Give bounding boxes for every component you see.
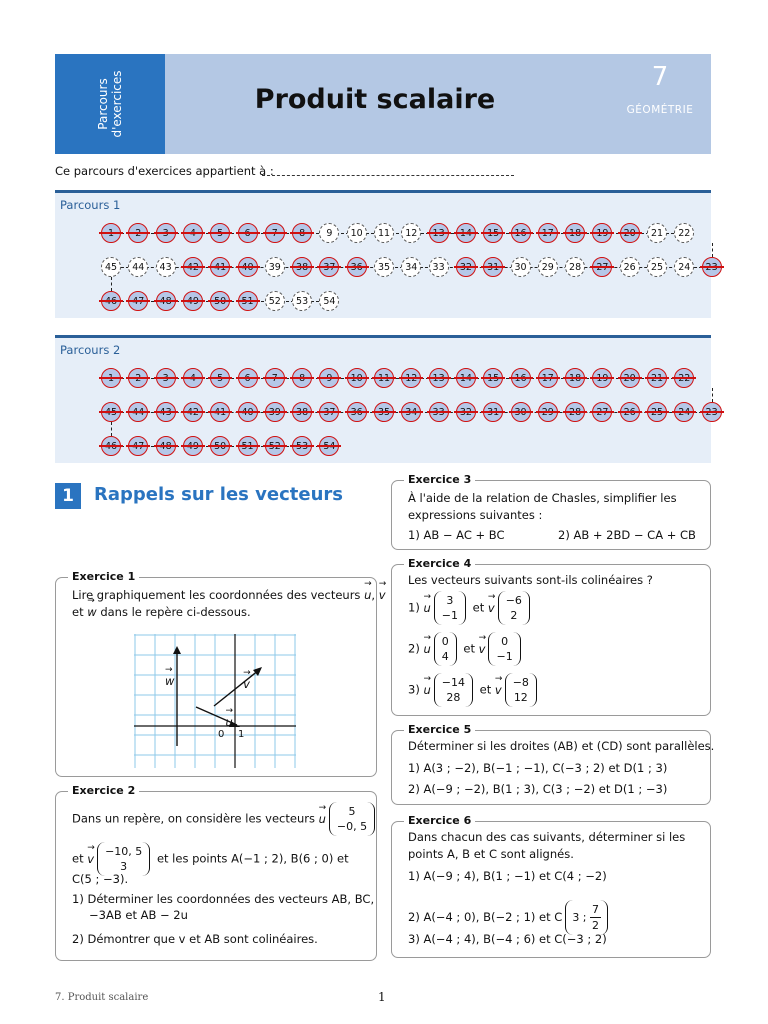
parcours-2-step-1-strike: [99, 377, 123, 379]
owner-line[interactable]: [262, 175, 514, 176]
parcours-1-step-45[interactable]: 45: [101, 257, 121, 277]
et: et: [463, 641, 476, 656]
parcours-2-step-21-strike: [645, 377, 669, 379]
exercise-6-q2: [408, 900, 611, 935]
parcours-2-step-34-strike: [399, 411, 423, 413]
parcours-2-step-5-strike: [208, 377, 232, 379]
parcours-2-step-2-strike: [126, 377, 150, 379]
exercise-2-title: Exercice 2: [68, 784, 139, 797]
parcours-2-step-40-strike: [236, 411, 260, 413]
exercise-1-text-a: Lire graphiquement les coordonnées des vecteurs: [72, 588, 361, 602]
parcours-1-step-22[interactable]: 22: [674, 223, 694, 243]
parcours-2-step-18-strike: [563, 377, 587, 379]
parcours-1-step-46-strike: [99, 300, 123, 302]
parcours-1-step-9[interactable]: 9: [319, 223, 339, 243]
parcours-1-step-20-strike: [618, 232, 642, 234]
parcours-1-step-16-strike: [509, 232, 533, 234]
parcours-1-step-2-strike: [126, 232, 150, 234]
grid-label-zero: 0: [218, 729, 225, 740]
parcours-2-step-37-strike: [317, 411, 341, 413]
parcours-1-step-24[interactable]: 24: [674, 257, 694, 277]
parcours-1-step-35[interactable]: 35: [374, 257, 394, 277]
parcours-2-step-13-strike: [427, 377, 451, 379]
vec-u: → u: [423, 642, 430, 656]
parcours-2-connector-right: [712, 388, 713, 402]
item-1-num: 1): [408, 600, 420, 615]
exercise-1-title: Exercice 1: [68, 570, 139, 583]
parcours-1-step-11[interactable]: 11: [374, 223, 394, 243]
parcours-2-step-49-strike: [181, 445, 205, 447]
item-2-u-y: 4: [441, 650, 449, 663]
parcours-2-step-47-strike: [126, 445, 150, 447]
parcours-1-title: Parcours 1: [60, 198, 121, 212]
parcours-1-step-12[interactable]: 12: [401, 223, 421, 243]
exercise-5-q2: 2) A(−9 ; −2), B(1 ; 3), C(3 ; −2) et D(1 ; −3): [408, 782, 668, 796]
parcours-1-step-27-strike: [590, 266, 614, 268]
parcours-2-step-7-strike: [263, 377, 287, 379]
owner-label: Ce parcours d'exercices appartient à :: [55, 164, 274, 178]
exercise-6-q2-text: 2) A(−4 ; 0), B(−2 ; 1) et C: [408, 910, 563, 924]
parcours-1-step-51-strike: [236, 300, 260, 302]
exercise-6-title: Exercice 6: [404, 814, 475, 827]
exercise-5-q1: 1) A(3 ; −2), B(−1 ; −1), C(−3 ; 2) et D(1 ; 3): [408, 761, 668, 775]
parcours-1-step-29[interactable]: 29: [538, 257, 558, 277]
item-3-num: 3): [408, 682, 420, 697]
parcours-1-step-13-strike: [427, 232, 451, 234]
item-3-v-x: −8: [512, 676, 529, 689]
parcours-2-step-44-strike: [126, 411, 150, 413]
vector-grid: [134, 634, 296, 768]
parcours-2-step-32-strike: [454, 411, 478, 413]
exercise-3-q1: 1) AB − AC + BC: [408, 528, 505, 542]
exercise-5-title: Exercice 5: [404, 723, 475, 736]
exercise-2-points: et les points A(−1 ; 2), B(6 ; 0) et: [156, 851, 349, 866]
c-y-den: 2: [592, 919, 600, 932]
grid-label-u: → u: [226, 715, 233, 729]
c-x: 3 ;: [572, 911, 587, 924]
item-3-v: [505, 673, 537, 707]
parcours-1-step-1-strike: [99, 232, 123, 234]
vec-v-coords: [97, 842, 150, 876]
exercise-4: [391, 557, 711, 716]
parcours-2-step-41-strike: [208, 411, 232, 413]
vec-v: → v: [479, 642, 486, 656]
exercise-3-q2: 2) AB + 2BD − CA + CB: [558, 528, 696, 542]
item-3-v-y: 12: [513, 691, 528, 704]
chapter-number: 7: [651, 62, 669, 92]
parcours-1-step-41-strike: [208, 266, 232, 268]
parcours-1-step-39[interactable]: 39: [265, 257, 285, 277]
parcours-2-step-20-strike: [618, 377, 642, 379]
item-2-v: [488, 632, 520, 666]
parcours-2-step-19-strike: [590, 377, 614, 379]
header-tag-text: Parcours d'exercices: [96, 70, 124, 138]
c-y-num: 7: [592, 903, 600, 916]
parcours-2-step-10-strike: [345, 377, 369, 379]
parcours-1-step-30[interactable]: 30: [511, 257, 531, 277]
parcours-1-step-47-strike: [126, 300, 150, 302]
vec-v: → v: [488, 601, 495, 615]
grid-lines: [134, 634, 296, 768]
parcours-2-step-24-strike: [672, 411, 696, 413]
grid-label-one: 1: [238, 729, 245, 740]
exercise-2-q1: 1) Déterminer les coordonnées des vecteurs AB, BC,: [72, 892, 375, 906]
parcours-2-step-4-strike: [181, 377, 205, 379]
exercise-1: [55, 570, 386, 777]
exercise-4-item-1: [408, 591, 533, 625]
exercise-6-text: Dans chacun des cas suivants, déterminer si les points A, B et C sont alignés.: [408, 830, 686, 861]
parcours-2-step-29-strike: [536, 411, 560, 413]
parcours-2-step-30-strike: [509, 411, 533, 413]
vec-u: → u: [423, 683, 430, 697]
exercise-2-intro: [72, 802, 378, 836]
exercise-3-text: À l'aide de la relation de Chasles, simplifier les expressions suivantes :: [408, 491, 677, 522]
vec-u-coords: [329, 802, 375, 836]
parcours-1-step-50-strike: [208, 300, 232, 302]
item-2-u-x: 0: [441, 635, 449, 648]
vec-v-label: → v: [379, 588, 386, 602]
parcours-1-step-14-strike: [454, 232, 478, 234]
item-3-u: [434, 673, 473, 707]
parcours-2-step-53-strike: [290, 445, 314, 447]
parcours-2-step-38-strike: [290, 411, 314, 413]
parcours-2-step-26-strike: [618, 411, 642, 413]
parcours-1-step-4-strike: [181, 232, 205, 234]
parcours-2-step-46-strike: [99, 445, 123, 447]
exercise-2-q1b: −3AB et AB − 2u: [89, 908, 188, 922]
parcours-2-step-22-strike: [672, 377, 696, 379]
vec-w-label: → w: [87, 605, 96, 619]
exercise-4-text: Les vecteurs suivants sont-ils colinéaires ?: [408, 573, 653, 587]
exercise-3-title: Exercice 3: [404, 473, 475, 486]
parcours-1-step-10[interactable]: 10: [347, 223, 367, 243]
v-x: −10, 5: [105, 845, 143, 858]
section-title: Rappels sur les vecteurs: [94, 484, 343, 505]
header-tag: [62, 60, 158, 148]
vec-u: → u: [423, 601, 430, 615]
grid-label-v: → v: [243, 677, 250, 691]
footer-chapter: 7. Produit scalaire: [55, 992, 149, 1003]
vector-w-head: [173, 646, 181, 654]
parcours-1-step-25[interactable]: 25: [647, 257, 667, 277]
parcours-1-step-40-strike: [236, 266, 260, 268]
parcours-1-step-44[interactable]: 44: [128, 257, 148, 277]
chapter-domain: GÉOMÉTRIE: [626, 104, 694, 116]
vec-v: → v: [87, 852, 94, 866]
parcours-1-step-34[interactable]: 34: [401, 257, 421, 277]
parcours-2-title: Parcours 2: [60, 343, 121, 357]
item-2-num: 2): [408, 641, 420, 656]
parcours-2-step-43-strike: [154, 411, 178, 413]
exercise-2-line2: et → v −10, 5 3 et les points A(−1 ; 2), B(6 ; 0) et: [72, 842, 349, 876]
parcours-2: [55, 335, 711, 463]
parcours-1-step-49-strike: [181, 300, 205, 302]
parcours-2-step-35-strike: [372, 411, 396, 413]
exercise-6-q1: 1) A(−9 ; 4), B(1 ; −1) et C(4 ; −2): [408, 869, 607, 883]
parcours-2-step-33-strike: [427, 411, 451, 413]
page-number: 1: [378, 990, 386, 1004]
exercise-3: [391, 473, 711, 550]
item-1-v-y: 2: [510, 609, 518, 622]
parcours-1-step-54[interactable]: 54: [319, 291, 339, 311]
parcours-1-step-7-strike: [263, 232, 287, 234]
parcours-1-step-53[interactable]: 53: [292, 291, 312, 311]
parcours-2-step-9-strike: [317, 377, 341, 379]
c-y-fraction: [590, 902, 601, 933]
parcours-1: [55, 190, 711, 318]
item-1-u: [434, 591, 466, 625]
item-3-u-y: 28: [446, 691, 461, 704]
exercise-1-text: Lire graphiquement les coordonnées des vecteurs → u, → v: [72, 588, 386, 602]
item-1-v: [498, 591, 530, 625]
u-x: 5: [348, 805, 356, 818]
v-y: 3: [120, 860, 128, 873]
parcours-2-step-31-strike: [481, 411, 505, 413]
parcours-1-step-21[interactable]: 21: [647, 223, 667, 243]
exercise-6-q3: 3) A(−4 ; 4), B(−4 ; 6) et C(−3 ; 2): [408, 932, 607, 946]
parcours-1-step-23-strike: [700, 266, 724, 268]
item-2-v-x: 0: [501, 635, 509, 648]
parcours-1-step-32-strike: [454, 266, 478, 268]
parcours-1-step-48-strike: [154, 300, 178, 302]
parcours-1-step-19-strike: [590, 232, 614, 234]
exercise-2-q2: 2) Démontrer que v et AB sont colinéaires.: [72, 932, 318, 946]
parcours-1-step-15-strike: [481, 232, 505, 234]
parcours-2-step-45-strike: [99, 411, 123, 413]
parcours-1-step-8-strike: [290, 232, 314, 234]
parcours-2-step-36-strike: [345, 411, 369, 413]
parcours-2-step-39-strike: [263, 411, 287, 413]
grid-label-w: → w: [165, 674, 174, 688]
exercise-4-title: Exercice 4: [404, 557, 475, 570]
exercise-1-text2: et → w dans le repère ci-dessous.: [72, 605, 251, 619]
item-2-u: [434, 632, 457, 666]
exercise-4-item-2: [408, 632, 524, 666]
et: et: [472, 600, 485, 615]
parcours-2-step-51-strike: [236, 445, 260, 447]
parcours-2-step-14-strike: [454, 377, 478, 379]
parcours-2-step-12-strike: [399, 377, 423, 379]
exercise-5-text: Déterminer si les droites (AB) et (CD) sont parallèles.: [408, 739, 715, 753]
exercise-4-item-3: [408, 673, 540, 707]
et: et: [479, 682, 492, 697]
parcours-2-step-17-strike: [536, 377, 560, 379]
parcours-1-step-43[interactable]: 43: [156, 257, 176, 277]
parcours-2-step-52-strike: [263, 445, 287, 447]
item-3-u-x: −14: [441, 676, 465, 689]
item-1-u-x: 3: [446, 594, 454, 607]
item-2-v-y: −1: [496, 650, 513, 663]
parcours-1-step-31-strike: [481, 266, 505, 268]
parcours-1-step-42-strike: [181, 266, 205, 268]
vec-u: → u: [319, 812, 326, 826]
parcours-2-step-54-strike: [317, 445, 341, 447]
parcours-1-step-37-strike: [317, 266, 341, 268]
parcours-1-step-3-strike: [154, 232, 178, 234]
exercise-1-text-b: dans le repère ci-dessous.: [100, 605, 251, 619]
parcours-1-step-5-strike: [208, 232, 232, 234]
parcours-2-step-25-strike: [645, 411, 669, 413]
parcours-1-step-52[interactable]: 52: [265, 291, 285, 311]
parcours-1-connector-right: [712, 243, 713, 257]
parcours-1-step-18-strike: [563, 232, 587, 234]
parcours-1-connector-left: [111, 277, 112, 291]
item-1-v-x: −6: [505, 594, 522, 607]
parcours-1-step-26[interactable]: 26: [620, 257, 640, 277]
vec-u-label: → u: [364, 588, 371, 602]
vec-v: → v: [495, 683, 502, 697]
parcours-2-step-27-strike: [590, 411, 614, 413]
parcours-1-step-6-strike: [236, 232, 260, 234]
parcours-2-step-16-strike: [509, 377, 533, 379]
parcours-1-step-38-strike: [290, 266, 314, 268]
exercise-6: [391, 814, 711, 958]
parcours-1-step-17-strike: [536, 232, 560, 234]
item-1-u-y: −1: [441, 609, 458, 622]
page-title: Produit scalaire: [254, 84, 496, 115]
u-y: −0, 5: [336, 820, 368, 833]
parcours-2-step-3-strike: [154, 377, 178, 379]
parcours-2-step-28-strike: [563, 411, 587, 413]
parcours-2-step-48-strike: [154, 445, 178, 447]
exercise-2-point-c: C(5 ; −3).: [72, 872, 129, 886]
point-c-coords: [565, 900, 608, 935]
parcours-2-step-11-strike: [372, 377, 396, 379]
parcours-2-step-8-strike: [290, 377, 314, 379]
exercise-2: [55, 784, 377, 961]
exercise-2-intro-text: Dans un repère, on considère les vecteurs: [72, 811, 315, 826]
parcours-2-step-6-strike: [236, 377, 260, 379]
section-number: 1: [55, 483, 81, 509]
exercise-5: [391, 723, 715, 805]
parcours-1-step-33[interactable]: 33: [429, 257, 449, 277]
parcours-2-connector-left: [111, 422, 112, 436]
parcours-1-step-36-strike: [345, 266, 369, 268]
parcours-1-step-28[interactable]: 28: [565, 257, 585, 277]
parcours-2-step-15-strike: [481, 377, 505, 379]
parcours-2-step-23-strike: [700, 411, 724, 413]
parcours-2-step-50-strike: [208, 445, 232, 447]
parcours-2-step-42-strike: [181, 411, 205, 413]
